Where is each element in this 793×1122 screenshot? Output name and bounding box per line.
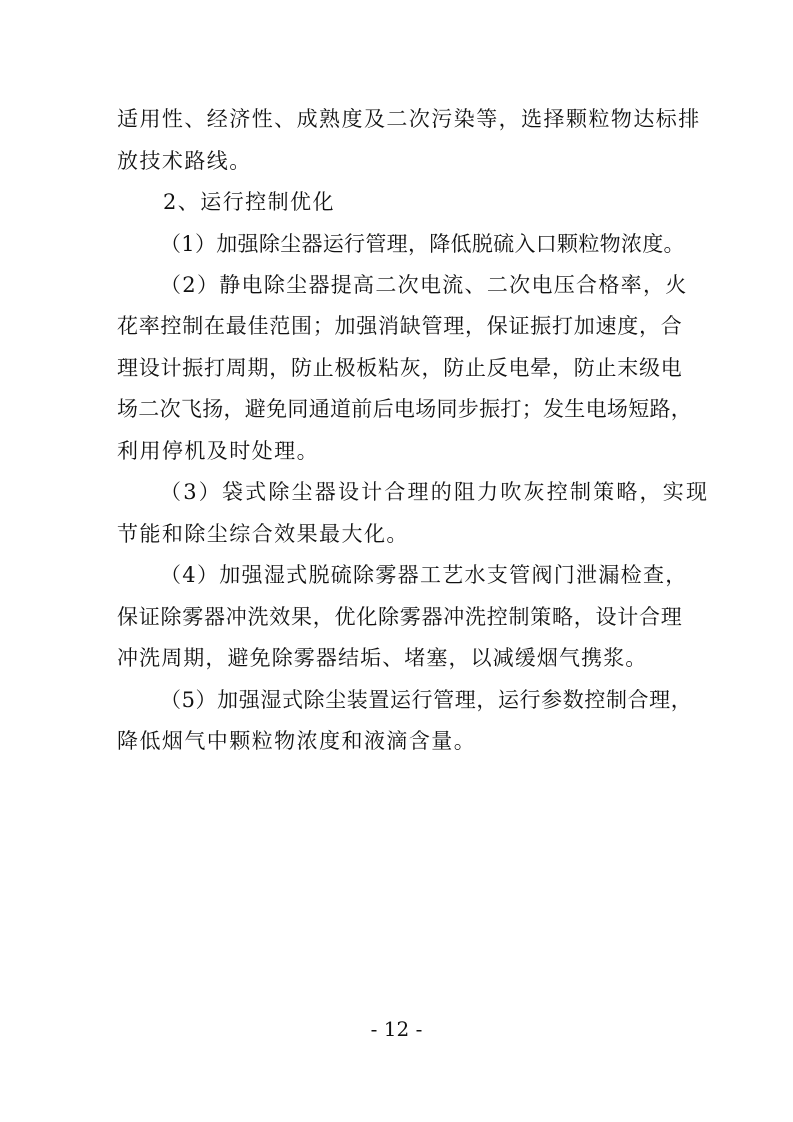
body-line-1: 适用性、经济性、成熟度及二次污染等，选择颗粒物达标排 [117,107,701,131]
body-line-7: 理设计振打周期，防止极板粘灰，防止反电晕，防止末级电 [117,356,683,380]
body-line-10: （3）袋式除尘器设计合理的阻力吹灰控制策略，实现 [160,480,710,504]
body-line-14: 冲洗周期，避免除雾器结垢、堵塞，以减缓烟气携浆。 [117,646,648,670]
body-line-15: （5）加强湿式除尘装置运行管理，运行参数控制合理， [160,688,693,712]
body-line-11: 节能和除尘综合效果最大化。 [117,522,409,546]
body-line-16: 降低烟气中颗粒物浓度和液滴含量。 [117,729,477,753]
body-line-4: （1）加强除尘器运行管理，降低脱硫入口颗粒物浓度。 [160,232,685,256]
body-line-13: 保证除雾器冲洗效果，优化除雾器冲洗控制策略，设计合理 [117,605,683,629]
body-line-9: 利用停机及时处理。 [117,439,320,463]
section-heading: 2、运行控制优化 [163,190,335,214]
body-line-2: 放技术路线。 [117,149,252,173]
page-number: - 12 - [370,1017,423,1041]
body-line-12: （4）加强湿式脱硫除雾器工艺水支管阀门泄漏检查， [160,563,688,587]
body-line-8: 场二次飞扬，避免同通道前后电场同步振打；发生电场短路， [117,397,693,421]
body-line-5: （2）静电除尘器提高二次电流、二次电压合格率，火 [160,273,688,297]
body-line-6: 花率控制在最佳范围；加强消缺管理，保证振打加速度，合 [117,314,683,338]
